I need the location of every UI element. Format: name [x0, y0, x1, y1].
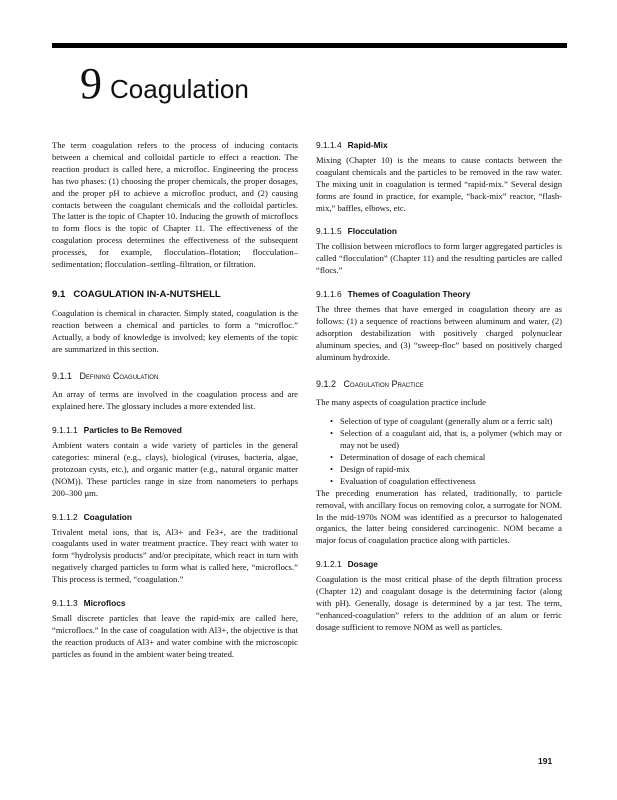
- section-9-1-1-1-text: Ambient waters contain a wide variety of particles in the general categories: mineral (e.g., clays), biological (viruses, bacteria, algae, protozoan cysts, etc.), and organic matter (e.g., natural organic matter (NOM)). These particles range in size from nanometers to perhaps 200–300 µm.: [52, 440, 298, 498]
- section-heading-9-1-1: 9.1.1 Defining Coagulation: [52, 370, 159, 381]
- list-item: • Selection of a coagulant aid, that is, a polymer (which may or may not be used): [330, 428, 562, 452]
- section-9-1-1-text: An array of terms are involved in the coagulation process and are explained here. The glossary includes a more extended list.: [52, 389, 298, 412]
- chapter-title: Coagulation: [110, 74, 249, 104]
- practice-list: [316, 416, 562, 487]
- section-9-1-1-5-text: The collision between microflocs to form larger aggregated particles is called “flocculation” (Chapter 11) and the resulting particles are called “flocs.”: [316, 241, 562, 276]
- section-9-1-2-text: The many aspects of coagulation practice include: [316, 397, 486, 408]
- list-item: • Selection of type of coagulant (generally alum or a ferric salt): [330, 416, 562, 428]
- section-heading-9-1-2-1: 9.1.2.1 Dosage: [316, 559, 378, 570]
- section-9-1-1-2-text: Trivalent metal ions, that is, Al3+ and Fe3+, are the traditional coagulants used in water treatment practice. They react with water to form “hydrolysis products” and/or precipitate, which react in turn with negatively charged particles to form what is called here, “microflocs.” This process is termed, “coagulation.”: [52, 526, 298, 585]
- top-rule: [52, 43, 567, 48]
- section-heading-9-1-1-1: 9.1.1.1 Particles to Be Removed: [52, 425, 182, 436]
- section-9-1-2-1-text: Coagulation is the most critical phase of the depth filtration process (Chapter 12) and coagulant dosage is the determining factor (along with pH). Generally, dosage is determined by a jar test. The term, “enhanced-coagulation” refers to the addition of an alum or ferric dosage sufficient to remove NOM as well as particles.: [316, 574, 562, 632]
- section-heading-9-1-1-6: 9.1.1.6 Themes of Coagulation Theory: [316, 289, 471, 300]
- section-heading-9-1-2: 9.1.2 Coagulation Practice: [316, 378, 424, 389]
- page-number: 191: [538, 756, 553, 766]
- section-heading-9-1-1-3: 9.1.1.3 Microflocs: [52, 598, 126, 609]
- left-column: [52, 140, 298, 661]
- list-item: • Design of rapid-mix: [330, 464, 562, 476]
- list-item: • Evaluation of coagulation effectiveness: [330, 476, 562, 488]
- section-9-1-2-text-2: The preceding enumeration has related, traditionally, to particle removal, with ancillary focus on removing color, a surrogate for NOM. In the mid-1970s NOM was identified as a precursor to halogenated organics, the latter being considered carcinogenic. NOM became a major focus of coagulation practice along with particles.: [316, 487, 562, 546]
- section-heading-9-1-1-2: 9.1.1.2 Coagulation: [52, 511, 133, 522]
- chapter-heading: [80, 59, 249, 108]
- section-9-1-1-3-text: Small discrete particles that leave the rapid-mix are called here, “microflocs.” In the case of coagulation with Al3+, the objective is that the reaction products of Al3+ and water combine with the microscopic particles as found in the ambient water being treated.: [52, 613, 298, 659]
- section-9-1-1-6-text: The three themes that have emerged in coagulation theory are as follows: (1) a sequence of reactions between aluminum and water, (2) adsorption destabilization with positively charged polynuclear aluminum species, and (3) “sweep-floc” based on positively charged aluminum hydroxide.: [316, 303, 562, 362]
- section-heading-9-1-1-5: 9.1.1.5 Flocculation: [316, 226, 397, 237]
- right-column: [316, 140, 562, 634]
- intro-paragraph: The term coagulation refers to the process of inducing contacts between a chemical and colloidal particle to effect a reaction. The reaction product is called here, a microfloc. Engineering the process has two phases: (1) choosing the proper chemicals, the proper dosages, and the proper pH to achieve a microfloc product, and (2) causing contacts between the coagulant chemicals and the colloidal particles. The latter is the topic of Chapter 10. Inducing the growth of microflocs to form flocs is the topic of Chapter 11. The effectiveness of the coagulation process determines the effectiveness of the subsequent processes, for example, flocculation–flotation; flocculation–sedimentation; flocculation–settling–filtration, or filtration.: [52, 140, 298, 270]
- section-9-1-text: Coagulation is chemical in character. Simply stated, coagulation is the reaction between a chemical and particles to form a “microfloc.” Actually, a body of knowledge is involved; key elements of the topic are summarized in this section.: [52, 307, 298, 354]
- section-heading-9-1-1-4: 9.1.1.4 Rapid-Mix: [316, 140, 388, 150]
- list-item: • Determination of dosage of each chemical: [330, 452, 562, 464]
- section-heading-9-1: 9.1 COAGULATION IN-A-NUTSHELL: [52, 288, 221, 300]
- section-9-1-1-4-text: Mixing (Chapter 10) is the means to cause contacts between the coagulant chemicals and the particles to be removed in the raw water. The mixing unit in coagulation is termed “rapid-mix.” Several design forms are found in practice, for example, “back-mix” reactor, “flash-mix,” baffles, elbows, etc.: [316, 154, 562, 213]
- chapter-number: 9: [80, 59, 102, 108]
